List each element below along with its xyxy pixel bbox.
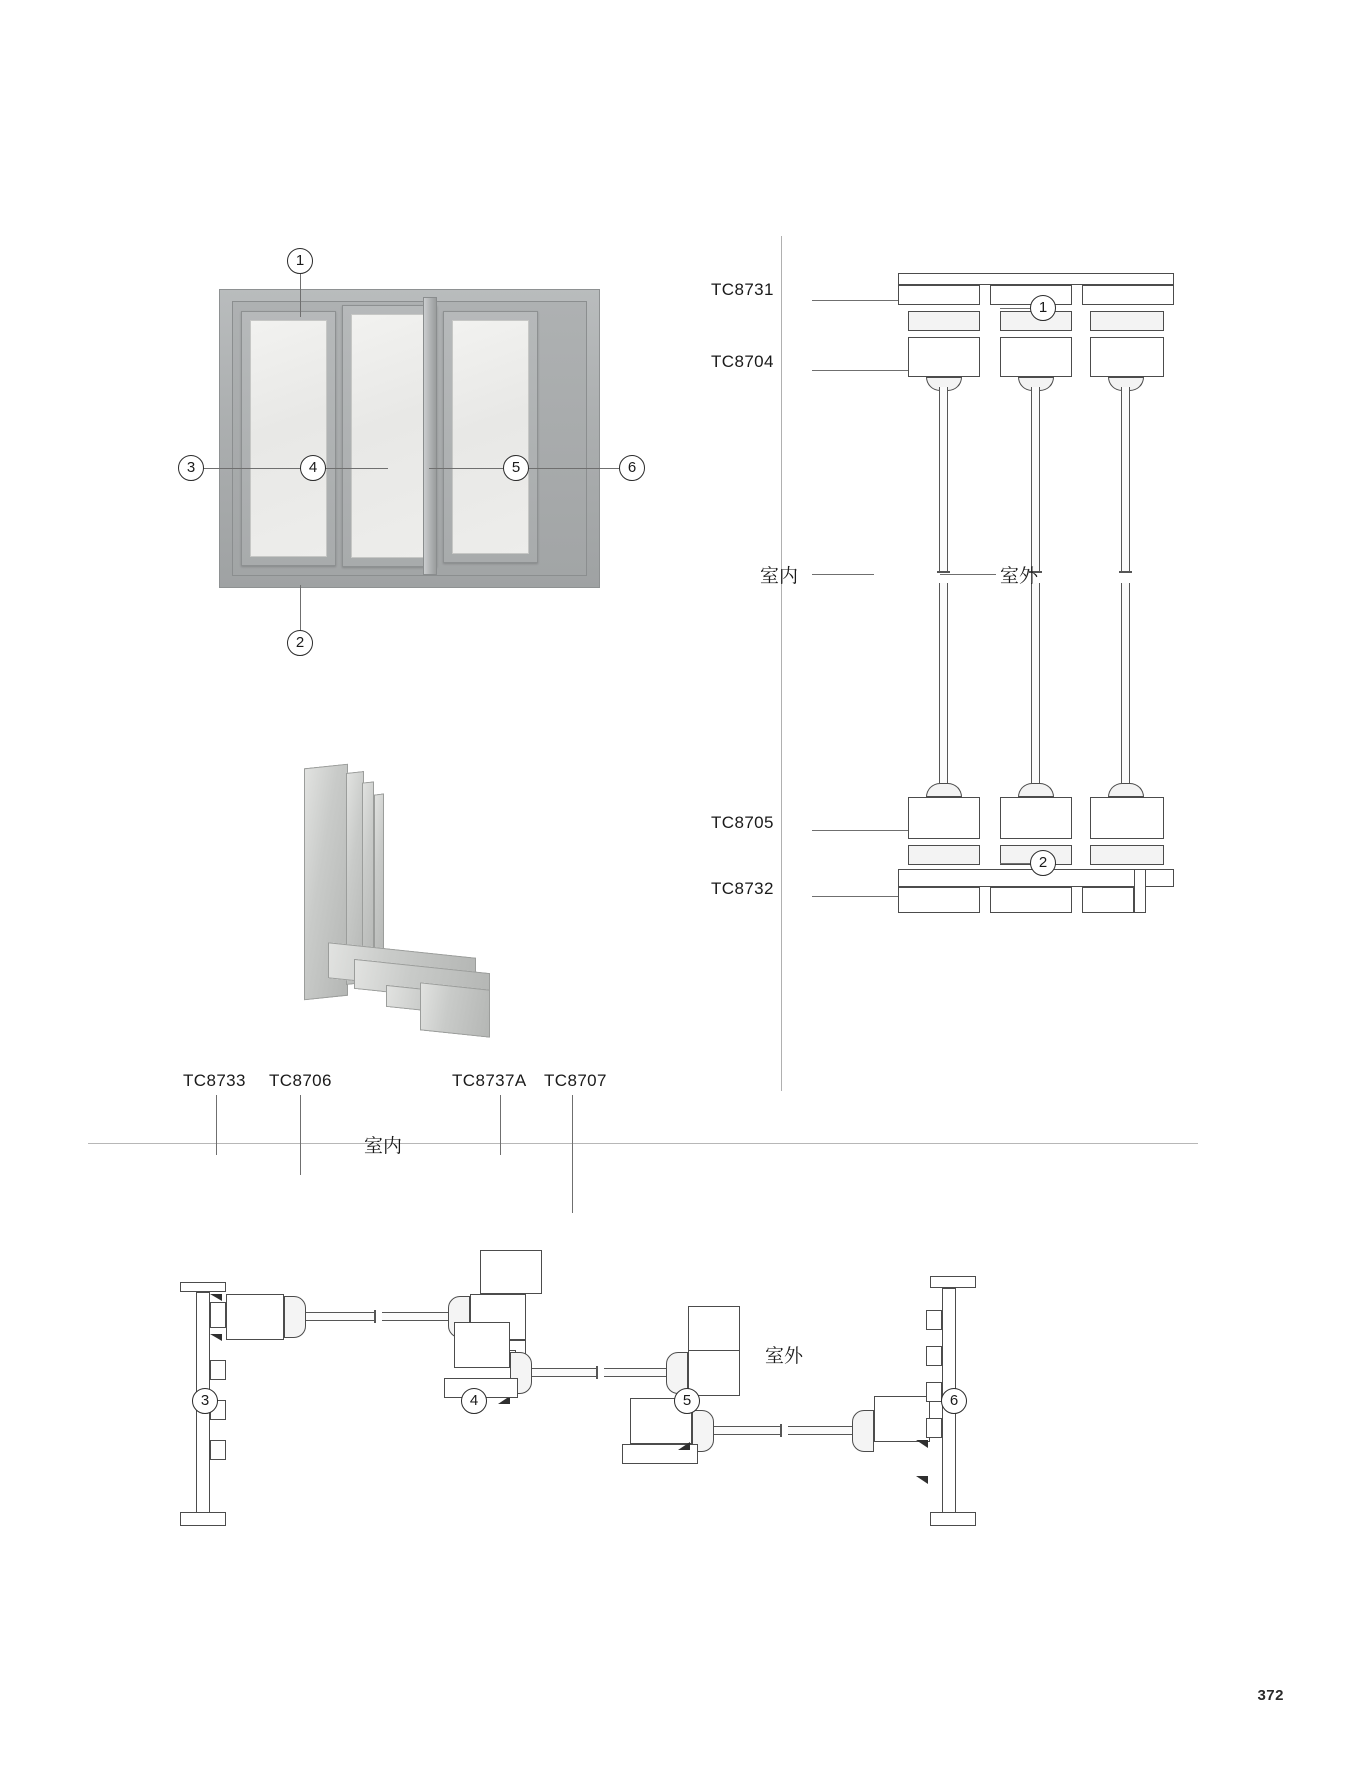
glass-panel: [452, 320, 529, 554]
sash-interlock-stile: [423, 297, 437, 575]
profile-glass-face: [374, 793, 384, 966]
glass-panel: [250, 320, 327, 557]
leader-line-3: [203, 468, 308, 469]
glass-h-break-3: [780, 1424, 782, 1437]
part-label-tc8707: TC8707: [544, 1071, 607, 1090]
roller-assembly-3: [1090, 845, 1164, 865]
sill-frame-upstand: [1134, 869, 1146, 913]
leader-tc8707: [572, 1095, 573, 1213]
leader-tc8704: [812, 370, 908, 371]
leader-line-1: [300, 272, 301, 317]
glass-line-2-lower: [1031, 583, 1040, 783]
right-jamb-gasket-2: [916, 1476, 928, 1484]
leader-callout-2-section: [1000, 863, 1030, 864]
callout-1-section: 1: [1030, 295, 1056, 321]
leader-tc8737a: [500, 1095, 501, 1155]
interlock-top-box: [480, 1250, 542, 1294]
sash1-stile-box: [226, 1294, 284, 1340]
glass-line-2-upper: [1031, 387, 1040, 571]
indoor-label-horizontal: 室内: [364, 1136, 403, 1157]
leader-outdoor-vertical: [940, 574, 996, 575]
top-rail-gasket-1: [908, 311, 980, 331]
glazing-bead-5: [1018, 783, 1054, 797]
glass-break-3: [1119, 571, 1132, 573]
part-label-tc8737a: TC8737A: [452, 1071, 527, 1090]
callout-4-plan: 4: [461, 1388, 487, 1414]
sash-top-profile-1: [908, 337, 980, 377]
callout-2-elevation: 2: [287, 630, 313, 656]
leader-tc8731: [812, 300, 898, 301]
sash-bottom-profile-2: [1000, 797, 1072, 839]
glass-h-3b: [788, 1426, 852, 1435]
right-jamb-fin-3: [926, 1382, 942, 1402]
left-jamb-head: [180, 1282, 226, 1292]
sash3-gasket: [678, 1442, 690, 1450]
glass-h-break-2: [596, 1366, 598, 1379]
glass-h-1a: [306, 1312, 374, 1321]
outdoor-label-horizontal: 室外: [765, 1346, 804, 1367]
right-jamb-gasket-1: [916, 1440, 928, 1448]
glass-h-2b: [604, 1368, 666, 1377]
left-jamb-fin-1: [210, 1302, 226, 1328]
profile-sill-end: [420, 982, 490, 1037]
left-jamb-fin-4: [210, 1440, 226, 1460]
section-divider-vertical: [781, 236, 782, 1091]
glazing-bead-4: [926, 783, 962, 797]
callout-6-plan: 6: [941, 1388, 967, 1414]
leader-indoor-vertical: [812, 574, 874, 575]
glass-h-1b: [382, 1312, 448, 1321]
sash1-bead: [284, 1296, 306, 1338]
page-number: 372: [1257, 1687, 1284, 1704]
top-rail-gasket-3: [1090, 311, 1164, 331]
glass-h-break-1: [374, 1310, 376, 1323]
sash-top-profile-3: [1090, 337, 1164, 377]
right-jamb-fin-4: [926, 1418, 942, 1438]
indoor-label-vertical: 室内: [760, 566, 799, 587]
callout-4-elevation: 4: [300, 455, 326, 481]
right-jamb-foot: [930, 1512, 976, 1526]
left-jamb-gasket-2: [210, 1334, 222, 1341]
sash2-stile-box: [454, 1322, 510, 1368]
vertical-section-drawing: [890, 265, 1180, 1095]
leader-tc8733: [216, 1095, 217, 1155]
glazing-bead-6: [1108, 783, 1144, 797]
roller-assembly-1: [908, 845, 980, 865]
part-label-tc8704: TC8704: [711, 352, 774, 371]
sill-frame-ch3: [1082, 887, 1134, 913]
part-label-tc8733: TC8733: [183, 1071, 246, 1090]
right-jamb-head: [930, 1276, 976, 1288]
callout-5-plan: 5: [674, 1388, 700, 1414]
leader-tc8732: [812, 896, 898, 897]
glass-h-2a: [532, 1368, 596, 1377]
part-label-tc8731: TC8731: [711, 280, 774, 299]
window-sash-right: [443, 311, 538, 563]
part-label-tc8705: TC8705: [711, 813, 774, 832]
right-jamb-fin-2: [926, 1346, 942, 1366]
sill-frame-ch1: [898, 887, 980, 913]
leader-tc8705: [812, 830, 908, 831]
left-jamb-foot: [180, 1512, 226, 1526]
glass-line-1-lower: [939, 583, 948, 783]
right-jamb-fin-1: [926, 1310, 942, 1330]
window-elevation-render: [219, 289, 600, 588]
glass-panel: [351, 314, 428, 558]
sill-frame-ch2: [990, 887, 1072, 913]
sash3-interlock: [874, 1396, 930, 1442]
callout-5-elevation: 5: [503, 455, 529, 481]
callout-1-elevation: 1: [287, 248, 313, 274]
sash-bottom-profile-3: [1090, 797, 1164, 839]
window-sash-left: [241, 311, 336, 566]
profile-3d-render: [300, 750, 530, 1050]
sash2-interlock-top: [688, 1306, 740, 1352]
outdoor-label-vertical: 室外: [1000, 566, 1039, 587]
sash2-interlock-bottom: [688, 1350, 740, 1396]
glass-line-3-lower: [1121, 583, 1130, 783]
head-frame-ch3: [1082, 285, 1174, 305]
glass-h-3a: [714, 1426, 780, 1435]
left-jamb-gasket-1: [210, 1294, 222, 1301]
glass-line-3-upper: [1121, 387, 1130, 571]
callout-3-plan: 3: [192, 1388, 218, 1414]
leader-tc8706: [300, 1095, 301, 1175]
glass-break-1: [937, 571, 950, 573]
callout-2-section: 2: [1030, 850, 1056, 876]
head-frame-outer: [898, 273, 1174, 285]
leader-callout-1-section: [1000, 308, 1030, 309]
head-frame-ch1: [898, 285, 980, 305]
glass-line-1-upper: [939, 387, 948, 571]
part-label-tc8706: TC8706: [269, 1071, 332, 1090]
sash3-bead-2: [852, 1410, 874, 1452]
sash-top-profile-2: [1000, 337, 1072, 377]
callout-6-elevation: 6: [619, 455, 645, 481]
leader-line-6: [527, 468, 619, 469]
profile-glass-edge: [362, 781, 374, 968]
callout-3-elevation: 3: [178, 455, 204, 481]
part-label-tc8732: TC8732: [711, 879, 774, 898]
section-divider-horizontal: [88, 1143, 1198, 1144]
sash-bottom-profile-1: [908, 797, 980, 839]
left-jamb-fin-2: [210, 1360, 226, 1380]
leader-line-2: [300, 585, 301, 633]
